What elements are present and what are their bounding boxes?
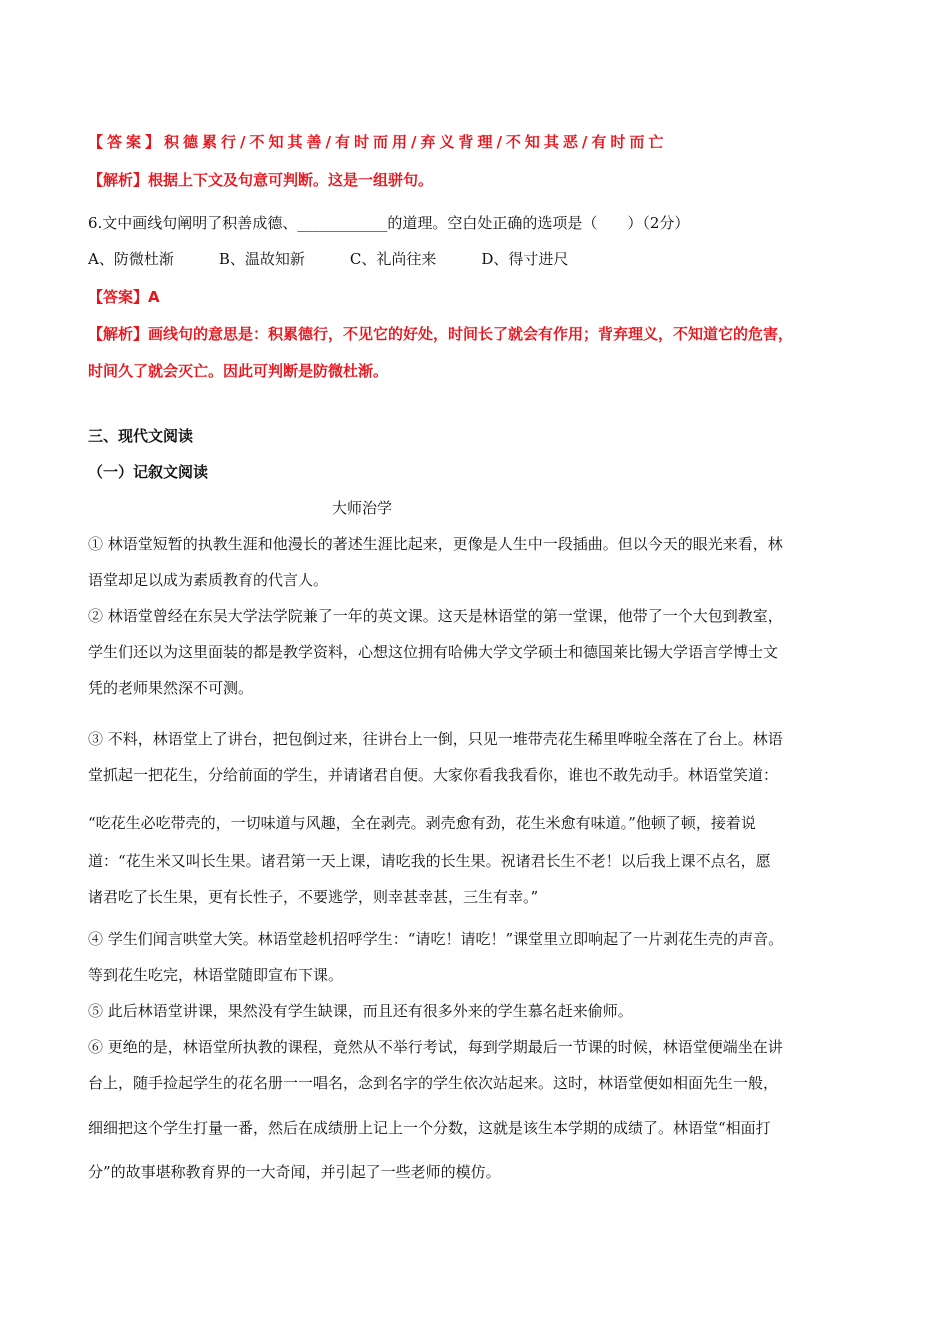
article-line: 堂抓起一把花生，分给前面的学生，并请诸君自便。大家你看我我看你，谁也不敢先动手。林语堂笑道： [88,766,779,784]
section-subtitle: （一）记叙文阅读 [88,463,209,481]
q5-answer: 【答案】积德累行/不知其善/有时而用/弃义背理/不知其恶/有时而亡 [88,133,668,151]
article-line: ④ 学生们闻言哄堂大笑。林语堂趁机招呼学生：“请吃！请吃！”课堂里立即响起了一片剥花生壳的声音。 [88,930,784,948]
article-line: ③ 不料，林语堂上了讲台，把包倒过来，往讲台上一倒，只见一堆带壳花生稀里哗啦全落在了台上。林语 [88,730,783,748]
article-line: 道：“花生米又叫长生果。诸君第一天上课，请吃我的长生果。祝诸君长生不老！以后我上课不点名，愿 [88,852,771,870]
article-line: 分”的故事堪称教育界的一大奇闻，并引起了一些老师的模仿。 [88,1163,501,1181]
article-line: 诸君吃了长生果，更有长性子，不要逃学，则幸甚幸甚，三生有幸。” [88,888,539,906]
q6-options: A、防微杜渐 B、温故知新 C、礼尚往来 D、得寸进尺 [88,250,569,268]
article-line: 细细把这个学生打量一番，然后在成绩册上记上一个分数，这就是该生本学期的成绩了。林语堂“相面打 [88,1119,771,1137]
article-line: 凭的老师果然深不可测。 [88,679,254,697]
section-title: 三、现代文阅读 [88,427,194,445]
article-title: 大师治学 [332,499,393,517]
q6-analysis-line-2: 时间久了就会灭亡。因此可判断是防微杜渐。 [88,362,389,380]
q6-analysis-line-1: 【解析】画线句的意思是：积累德行，不见它的好处，时间长了就会有作用；背弃理义，不知道它的危害， [88,325,794,343]
article-line: 语堂却足以成为素质教育的代言人。 [88,571,329,589]
q6-question: 6.文中画线句阐明了积善成德、____________的道理。空白处正确的选项是（ ）（2分） [88,214,690,232]
article-line: ⑤ 此后林语堂讲课，果然没有学生缺课，而且还有很多外来的学生慕名赶来偷师。 [88,1002,633,1020]
article-line: 等到花生吃完，林语堂随即宣布下课。 [88,966,344,984]
q5-analysis: 【解析】根据上下文及句意可判断。这是一组骈句。 [88,171,434,189]
article-line: ① 林语堂短暂的执教生涯和他漫长的著述生涯比起来，更像是人生中一段插曲。但以今天的眼光来看，林 [88,535,783,553]
article-line: “吃花生必吃带壳的，一切味道与风趣，全在剥壳。剥壳愈有劲，花生米愈有味道。”他顿了顿，接着说 [88,814,756,832]
q6-answer: 【答案】A [88,288,160,306]
article-line: ② 林语堂曾经在东吴大学法学院兼了一年的英文课。这天是林语堂的第一堂课，他带了一个大包到教室， [88,607,783,625]
article-line: ⑥ 更绝的是，林语堂所执教的课程，竟然从不举行考试，每到学期最后一节课的时候，林语堂便端坐在讲 [88,1038,783,1056]
article-line: 台上，随手捡起学生的花名册一一唱名，念到名字的学生依次站起来。这时，林语堂便如相面先生一般， [88,1074,779,1092]
article-line: 学生们还以为这里面装的都是教学资料，心想这位拥有哈佛大学文学硕士和德国莱比锡大学语言学博士文 [88,643,779,661]
